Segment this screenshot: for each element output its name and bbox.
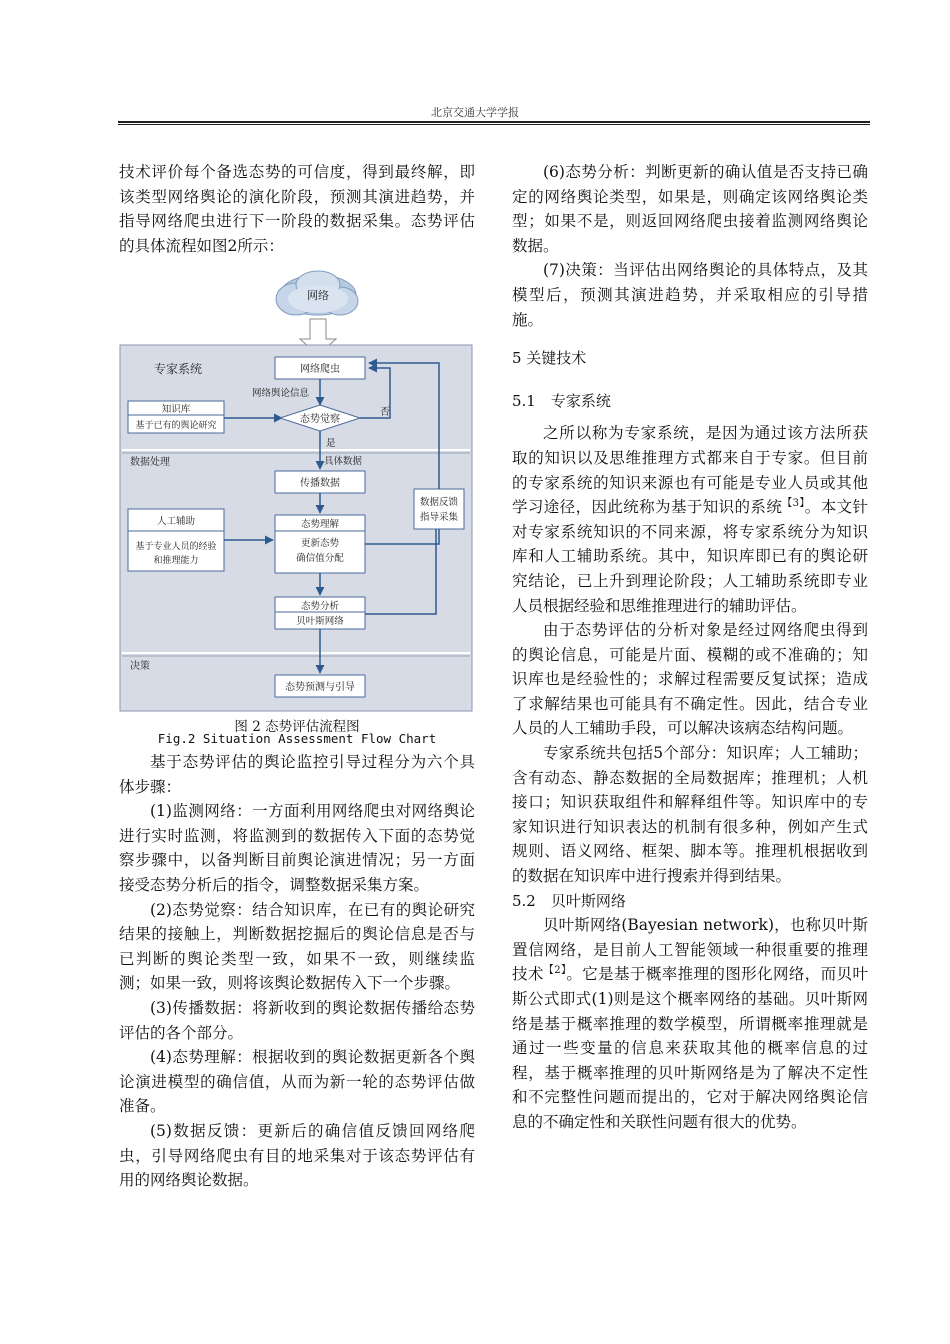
analysis-label: 态势分析: [300, 601, 340, 612]
paragraph: [512, 421, 868, 618]
crawler-label: 网络爬虫: [300, 364, 340, 375]
paragraph: (2)态势觉察：结合知识库，在已有的舆论研究结果的接触上，判断数据挖掘后的舆论信息是否与已判断的舆论类型一致，如果不一致，则继续监测；如果一致，则将该舆论数据传入下一个步骤。: [119, 900, 475, 993]
feedback-2: 指导采集: [419, 512, 459, 523]
under-2: 确信值分配: [296, 553, 344, 564]
human-sub-2: 和推理能力: [153, 556, 199, 566]
paragraph: 专家系统共包括5个部分：知识库；人工辅助；含有动态、静态数据的全局数据库；推理机；人机接口；知识获取组件和解释组件等。知识库中的专家知识进行知识表达的机制有很多种，例如产生式规则、语义网络、框架、脚本等。推理机根据收到的数据在知识库中进行搜索并得到结果。: [512, 744, 868, 886]
no-label: 否: [380, 407, 390, 418]
section-decision: 决策: [130, 661, 150, 672]
paragraph: 由于态势评估的分析对象是经过网络爬虫得到的舆论信息，可能是片面、模糊的或不准确的；知识库也是经验性的；求解过程需要反复试探；造成了求解结果也可能具有不确定性。因此，结合专业人员的人工辅助手段，可以解决该病态结构问题。: [512, 621, 868, 738]
section-heading: 5 关键技术: [512, 349, 587, 368]
paragraph: (3)传播数据：将新收到的舆论数据传播给态势评估的各个部分。: [119, 998, 475, 1042]
kb-title: 知识库: [161, 404, 191, 415]
paragraph: 技术评价每个备选态势的可信度，得到最终解，即该类型网络舆论的演化阶段，预测其演进趋势，并指导网络爬虫进行下一阶段的数据采集。态势评估的具体流程如图2所示：: [119, 163, 475, 255]
paragraph: (1)监测网络：一方面利用网络爬虫对网络舆论进行实时监测，将监测到的数据传入下面的态势觉察步骤中，以备判断目前舆论演进情况；另一方面接受态势分析后的指令，调整数据采集方案。: [119, 802, 475, 894]
text-run: 。它是基于概率推理的图形化网络，而贝叶斯公式即式(1)则是这个概率网络的基础。贝叶斯网络是基于概率推理的数学模型，所谓概率推理就是通过一些变量的信息来获取其他的概率信息的过程，基于概率推理的贝叶斯网络是为了解决不定性和不完整性问题而提出的，它对于解决网络舆论信息的不确定性和关联性问题有很大的优势。: [512, 965, 868, 1131]
subsection-heading: 5.2 贝叶斯网络: [512, 891, 626, 910]
left-column-bottom: [119, 750, 475, 1193]
info-label: 网络舆论信息: [252, 388, 310, 399]
paragraph: (5)数据反馈：更新后的确信值反馈回网络爬虫，引导网络爬虫有目的地采集对于该态势评估有用的网络舆论数据。: [119, 1121, 475, 1190]
journal-header: 北京交通大学学报: [431, 106, 519, 119]
paragraph: [512, 913, 868, 1134]
subsection-heading: 5.1 专家系统: [512, 391, 611, 410]
spread-label: 传播数据: [300, 478, 340, 489]
text-run: 之所以称为专家系统，是因为通过该方法所获取的知识以及思维推理方式都来自于专家。但目前的专家系统的知识来源也有可能是专业人员或其他学习途径，因此统称为基于知识的系统: [512, 424, 868, 517]
figure-caption-en: Fig.2 Situation Assessment Flow Chart: [157, 731, 437, 746]
feedback-1: 数据反馈: [419, 497, 459, 508]
under-1: 更新态势: [300, 538, 340, 549]
aware-label: 态势觉察: [300, 414, 340, 425]
text-run: 贝叶斯网络(Bayesian network)，也称贝叶斯置信网络，是目前人工智能领域一种很重要的推理技术: [512, 916, 868, 984]
section-expert: 专家系统: [154, 362, 203, 376]
kb-sub: 基于已有的舆论研究: [135, 421, 217, 431]
citation: 【2】: [543, 965, 567, 977]
under-title: 态势理解: [300, 519, 340, 530]
paragraph: (6)态势分析：判断更新的确认值是否支持已确定的网络舆论类型，如果是，则确定该网络舆论类型；如果不是，则返回网络爬虫接着监测网络舆论数据。: [512, 163, 868, 255]
header-rule-thin: [118, 124, 870, 125]
left-column-top: [119, 160, 475, 258]
citation: 【3】: [782, 497, 805, 509]
human-title: 人工辅助: [156, 516, 196, 527]
paragraph: 基于态势评估的舆论监控引导过程分为六个具体步骤：: [119, 753, 475, 796]
text-run: 。本文针对专家系统知识的不同来源，将专家系统分为知识库和人工辅助系统。其中，知识库即已有的舆论研究结论，已上升到理论阶段；人工辅助系统即专业人员根据经验和思维推理进行的辅助评估。: [512, 498, 868, 615]
figure-caption-cn: 图 2 态势评估流程图: [234, 719, 360, 735]
cloud-label: 网络: [307, 289, 329, 302]
feedback-box: [414, 489, 464, 529]
right-column: [512, 160, 868, 1135]
header-rule: [118, 121, 870, 123]
yes-label: 是: [326, 438, 336, 449]
bayes-label: 贝叶斯网络: [296, 616, 344, 627]
section-data-processing: 数据处理: [130, 457, 170, 468]
paragraph: (7)决策：当评估出网络舆论的具体特点，及其模型后，预测其演进趋势，并采取相应的引导措施。: [512, 261, 868, 329]
predict-label: 态势预测与引导: [285, 682, 355, 693]
flowchart-figure: [118, 255, 474, 715]
specific-label: 具体数据: [324, 456, 363, 467]
paragraph: (4)态势理解：根据收到的舆论数据更新各个舆论演进模型的确信值，从而为新一轮的态势评估做准备。: [119, 1048, 475, 1116]
human-sub-1: 基于专业人员的经验: [135, 542, 217, 552]
